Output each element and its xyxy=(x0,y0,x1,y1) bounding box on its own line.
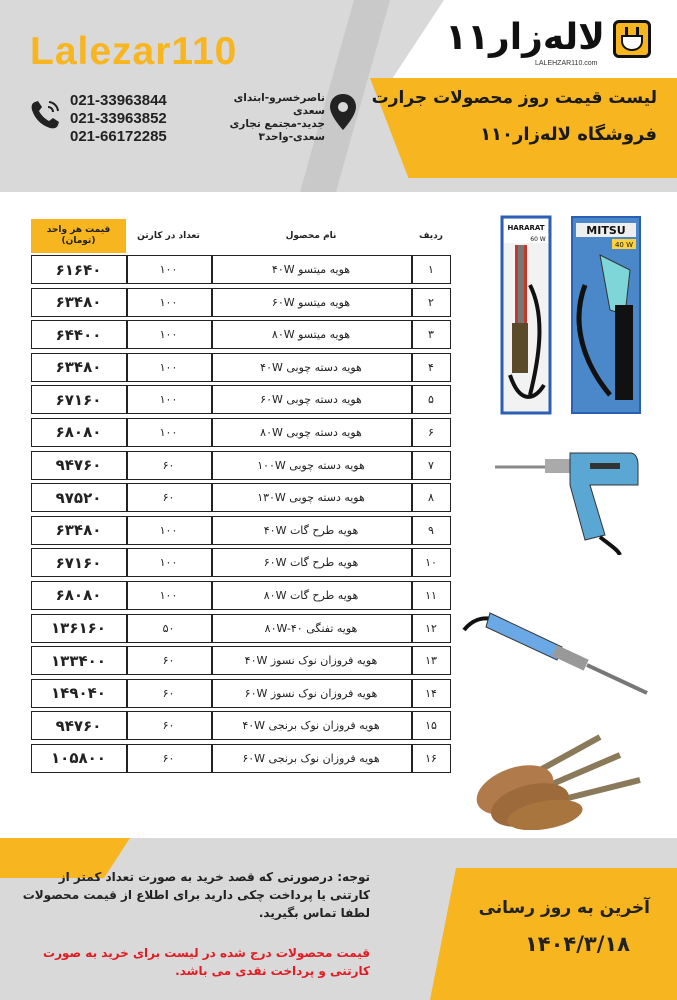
table-row xyxy=(31,677,451,710)
cell-index: ۹ xyxy=(428,523,434,537)
cell-qty: ۱۰۰ xyxy=(159,360,178,374)
address-line: سعدی-واحد۳ xyxy=(258,131,325,143)
location-pin-icon xyxy=(328,92,358,132)
phone-number[interactable]: 021-66172285 xyxy=(70,128,167,145)
cell-price: ۶۱۶۴۰ xyxy=(55,260,102,279)
cell-name: هویه طرح گات ۴۰W xyxy=(263,523,359,537)
cell-qty: ۱۰۰ xyxy=(159,263,178,276)
box-brand-label: MITSU xyxy=(586,224,626,237)
cell-index: ۱۰ xyxy=(425,556,437,570)
table-header xyxy=(31,219,451,253)
cell-price: ۱۳۶۱۶۰ xyxy=(51,619,106,638)
wooden-soldering-irons-image xyxy=(470,715,660,830)
price-table xyxy=(31,219,451,775)
phone-icon xyxy=(28,98,62,132)
cell-name: هویه دسته چوبی ۸۰W xyxy=(260,425,362,439)
header xyxy=(0,0,677,192)
footer xyxy=(0,838,677,1000)
cell-price: ۶۳۴۸۰ xyxy=(55,358,102,377)
cell-name: هویه فروزان نوک برنجی ۴۰W xyxy=(242,719,380,733)
address-line: ناصرخسرو-ابتدای سعدی xyxy=(233,92,325,117)
cell-index: ۱۴ xyxy=(425,686,437,700)
table-row xyxy=(31,351,451,384)
cell-qty: ۶۰ xyxy=(162,491,175,505)
cell-index: ۱۵ xyxy=(425,719,437,733)
cell-index: ۱۲ xyxy=(425,621,437,635)
table-row xyxy=(31,546,451,579)
phone-number[interactable]: 021-33963844 xyxy=(70,92,167,109)
table-row xyxy=(31,514,451,547)
cell-qty: ۱۰۰ xyxy=(159,295,178,309)
cell-name: هویه طرح گات ۶۰W xyxy=(263,556,359,570)
cell-index: ۵ xyxy=(428,393,434,407)
box-brand-label: HARARAT xyxy=(507,224,545,232)
table-row xyxy=(31,318,451,351)
cell-index: ۴ xyxy=(428,360,434,374)
cell-index: ۱۶ xyxy=(425,751,437,765)
page-title: لیست قیمت روز محصولات جرارت xyxy=(371,88,657,108)
product-box-mitsu xyxy=(570,215,642,415)
table-row xyxy=(31,253,451,286)
cell-name: هویه دسته چوبی ۱۳۰W xyxy=(257,491,365,505)
cell-index: ۷ xyxy=(428,458,434,472)
soldering-iron-image xyxy=(462,605,662,705)
logo-url: LALEHZAR110.com xyxy=(535,60,598,67)
table-row xyxy=(31,481,451,514)
cell-index: ۲ xyxy=(428,295,434,309)
cell-name: هویه دسته چوبی ۶۰W xyxy=(260,393,362,407)
last-update-label: آخرین به روز رسانی xyxy=(478,898,650,918)
cell-qty: ۱۰۰ xyxy=(159,523,178,537)
logo xyxy=(445,15,655,75)
cell-name: هویه میتسو ۶۰W xyxy=(271,295,351,309)
brand-name: Lalezar110 xyxy=(30,30,238,73)
header-qty: تعداد در کارتن xyxy=(137,230,200,241)
cell-qty: ۶۰ xyxy=(162,751,175,765)
page-subtitle: فروشگاه لاله‌زار۱۱۰ xyxy=(480,124,657,145)
cell-price: ۹۴۷۶۰ xyxy=(55,716,102,735)
table-row xyxy=(31,449,451,482)
phone-list xyxy=(70,92,167,146)
cell-price: ۶۷۱۶۰ xyxy=(55,390,102,409)
cell-qty: ۱۰۰ xyxy=(159,556,178,570)
cell-name: هویه طرح گات ۸۰W xyxy=(263,588,359,602)
cell-name: هویه تفنگی ۸۰W-۴۰ xyxy=(264,621,358,635)
cell-index: ۱۱ xyxy=(425,588,437,602)
logo-text: لاله‌زار۱۱ xyxy=(445,17,605,58)
cell-price: ۱۴۹۰۴۰ xyxy=(51,684,106,703)
cell-name: هویه دسته چوبی ۴۰W xyxy=(260,360,362,374)
box-watt-label: 60 W xyxy=(530,236,546,243)
cell-qty: ۶۰ xyxy=(162,719,175,733)
product-box-hararat xyxy=(500,215,552,415)
cell-price: ۶۳۴۸۰ xyxy=(55,521,102,540)
cell-name: هویه فروزان نوک برنجی ۶۰W xyxy=(242,751,380,765)
table-row xyxy=(31,742,451,775)
cell-qty: ۶۰ xyxy=(162,458,175,472)
logo-plug-icon xyxy=(613,20,651,58)
header-name: نام محصول xyxy=(285,230,337,241)
cell-qty: ۱۰۰ xyxy=(159,588,178,602)
cell-price: ۹۷۵۲۰ xyxy=(55,488,102,507)
cell-price: ۶۷۱۶۰ xyxy=(55,553,102,572)
table-row xyxy=(31,416,451,449)
cell-index: ۳ xyxy=(428,328,434,342)
header-index: ردیف xyxy=(419,230,443,241)
phone-number[interactable]: 021-33963852 xyxy=(70,110,167,127)
price-condition-note: قیمت محصولات درج شده در لیست برای خرید به صورت کارتنی و پرداخت نقدی می باشد. xyxy=(43,946,370,978)
cell-price: ۱۳۳۴۰۰ xyxy=(51,651,106,670)
address-line: جدید-مجتمع تجاری xyxy=(229,118,325,130)
cell-price: ۱۰۵۸۰۰ xyxy=(51,749,106,768)
cell-price: ۶۴۴۰۰ xyxy=(55,325,102,344)
cell-name: هویه فروزان نوک نسوز ۶۰W xyxy=(244,686,378,700)
address xyxy=(210,92,325,144)
table-body xyxy=(31,253,451,775)
table-row xyxy=(31,644,451,677)
table-row xyxy=(31,579,451,612)
cell-index: ۸ xyxy=(428,491,434,505)
header-price: قیمت هر واحد (تومان) xyxy=(31,219,126,253)
cell-qty: ۱۰۰ xyxy=(159,425,178,439)
cell-qty: ۱۰۰ xyxy=(159,328,178,342)
cell-name: هویه فروزان نوک نسوز ۴۰W xyxy=(244,654,378,668)
table-row xyxy=(31,709,451,742)
cell-qty: ۱۰۰ xyxy=(159,393,178,407)
cell-price: ۹۴۷۶۰ xyxy=(55,456,102,475)
soldering-gun-image xyxy=(490,445,640,555)
purchase-note: توجه: درصورتی که قصد خرید به صورت تعداد کمتر از کارتنی یا پرداخت چکی دارید برای اطلاع از قیمت محصولات لطفا تماس بگیرید. xyxy=(22,870,370,920)
cell-name: هویه میتسو ۸۰W xyxy=(271,328,351,342)
cell-name: هویه میتسو ۴۰W xyxy=(271,263,351,276)
last-update-date: ۱۴۰۴/۳/۱۸ xyxy=(524,932,630,956)
table-row xyxy=(31,286,451,319)
table-row xyxy=(31,612,451,645)
cell-price: ۶۸۰۸۰ xyxy=(55,423,102,442)
box-watt-label: 40 W xyxy=(614,241,634,249)
cell-price: ۶۸۰۸۰ xyxy=(55,586,102,605)
cell-name: هویه دسته چوبی ۱۰۰W xyxy=(257,458,365,472)
cell-price: ۶۳۴۸۰ xyxy=(55,293,102,312)
plug-icon xyxy=(616,23,648,55)
cell-index: ۶ xyxy=(428,425,434,439)
cell-qty: ۶۰ xyxy=(162,686,175,700)
cell-index: ۱۳ xyxy=(425,654,437,668)
cell-qty: ۶۰ xyxy=(162,654,175,668)
table-row xyxy=(31,383,451,416)
cell-index: ۱ xyxy=(428,263,434,276)
cell-qty: ۵۰ xyxy=(162,621,175,635)
